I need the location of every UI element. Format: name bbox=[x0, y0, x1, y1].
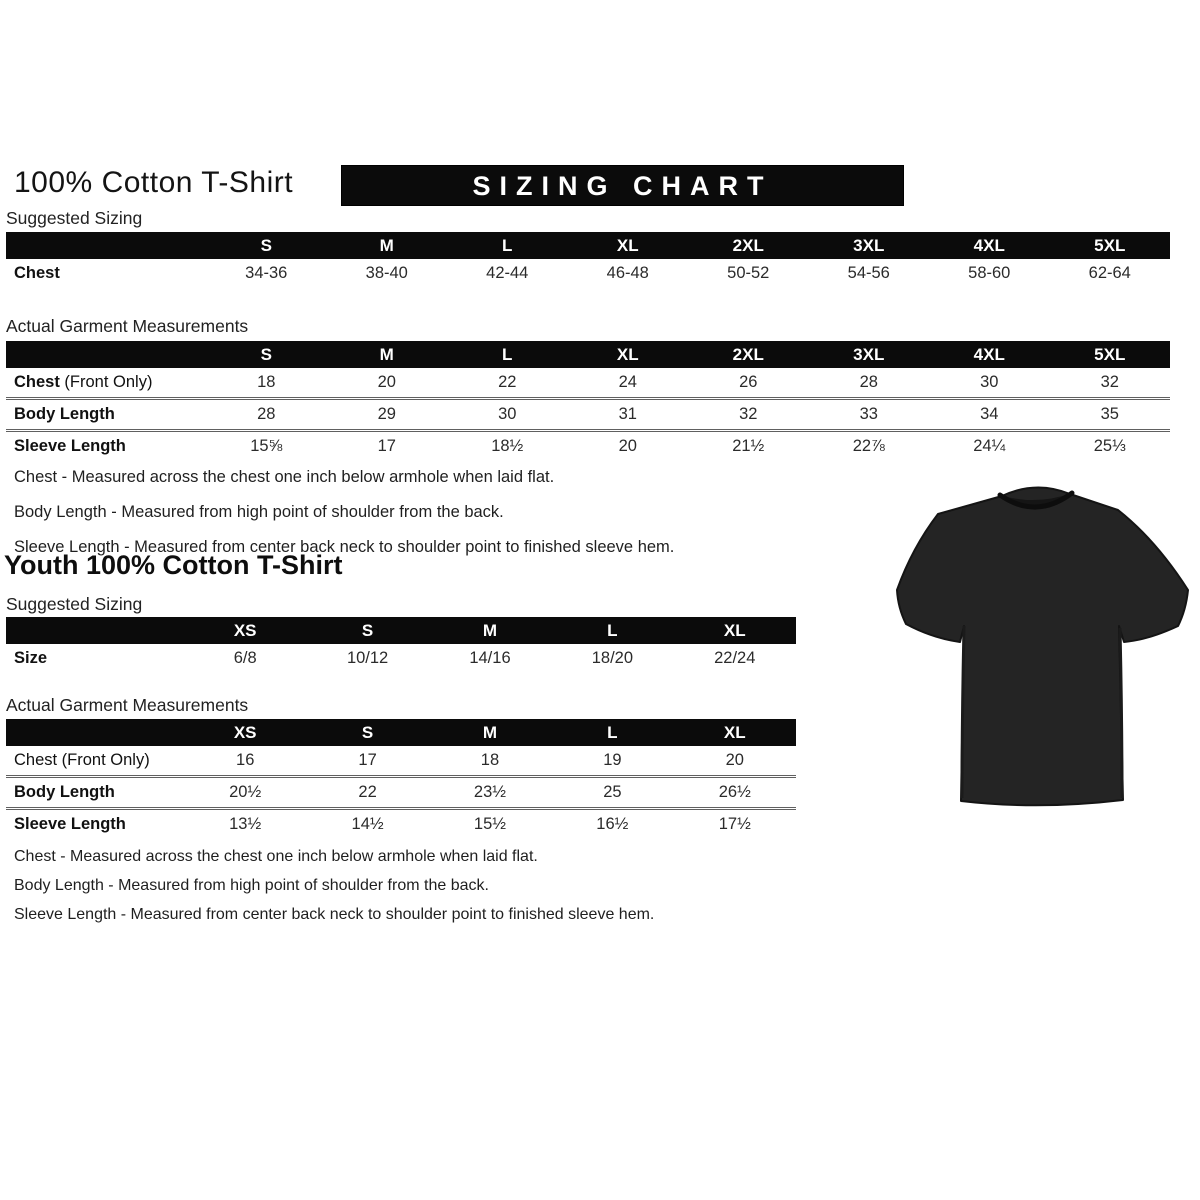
measurement-cell: 30 bbox=[447, 399, 568, 431]
measurement-cell: 24¼ bbox=[929, 431, 1050, 462]
chest-range-cell: 34-36 bbox=[245, 264, 288, 282]
measurement-cell: 16 bbox=[236, 751, 255, 769]
table-row bbox=[6, 644, 796, 673]
chest-range-cell: 58-60 bbox=[968, 264, 1011, 282]
size-col-header: 5XL bbox=[1050, 232, 1171, 259]
measurement-cell: 20 bbox=[568, 431, 689, 462]
size-col-header: L bbox=[551, 617, 673, 644]
size-col-header: S bbox=[206, 232, 327, 259]
measurement-cell: 13½ bbox=[184, 809, 306, 840]
size-col-header: M bbox=[429, 719, 551, 746]
size-col-header: S bbox=[306, 719, 428, 746]
chest-range-cell: 50-52 bbox=[727, 264, 770, 282]
chest-range-cell: 42-44 bbox=[486, 264, 529, 282]
measurement-cell: 25⅓ bbox=[1050, 431, 1171, 462]
adult-measurements-label: Actual Garment Measurements bbox=[6, 316, 249, 336]
measurement-cell: 18 bbox=[257, 373, 276, 391]
measurement-cell: 20 bbox=[725, 751, 744, 769]
size-col-header: 3XL bbox=[809, 341, 930, 368]
table-row bbox=[6, 777, 796, 809]
table-header-row bbox=[6, 341, 1170, 368]
row-label-body-length: Body Length bbox=[6, 777, 184, 809]
measurement-cell: 14½ bbox=[306, 809, 428, 840]
measurement-cell: 22 bbox=[498, 373, 517, 391]
measurement-cell: 20 bbox=[377, 373, 396, 391]
size-col-header: L bbox=[447, 341, 568, 368]
size-col-header: XL bbox=[674, 617, 796, 644]
size-col-header: M bbox=[327, 341, 448, 368]
row-label-size: Size bbox=[14, 649, 48, 667]
chest-range-cell: 46-48 bbox=[606, 264, 649, 282]
sizing-chart-banner: SIZING CHART bbox=[341, 165, 904, 206]
table-row bbox=[6, 431, 1170, 462]
size-range-cell: 18/20 bbox=[591, 649, 634, 667]
size-col-header: M bbox=[327, 232, 448, 259]
table-header-row bbox=[6, 617, 796, 644]
size-col-header: 5XL bbox=[1050, 341, 1171, 368]
measurement-cell: 32 bbox=[1100, 373, 1119, 391]
size-col-header: 2XL bbox=[688, 341, 809, 368]
measurement-cell: 15⅝ bbox=[206, 431, 327, 462]
chest-range-cell: 62-64 bbox=[1088, 264, 1131, 282]
measurement-cell: 17½ bbox=[674, 809, 796, 840]
youth-measurements-table bbox=[6, 719, 796, 839]
size-col-header: 4XL bbox=[929, 232, 1050, 259]
measurement-cell: 26 bbox=[739, 373, 758, 391]
measurement-cell: 35 bbox=[1050, 399, 1171, 431]
measurement-cell: 26½ bbox=[674, 777, 796, 809]
size-range-cell: 6/8 bbox=[233, 649, 257, 667]
note-body-length: Body Length - Measured from high point of shoulder from the back. bbox=[14, 877, 489, 894]
note-chest: Chest - Measured across the chest one inch below armhole when laid flat. bbox=[14, 848, 538, 865]
measurement-cell: 32 bbox=[688, 399, 809, 431]
row-label-chest: Chest bbox=[14, 264, 60, 282]
youth-suggested-sizing-table bbox=[6, 617, 796, 673]
size-range-cell: 14/16 bbox=[469, 649, 511, 667]
measurement-cell: 19 bbox=[603, 751, 622, 769]
youth-suggested-sizing-label: Suggested Sizing bbox=[6, 594, 143, 614]
measurement-cell: 16½ bbox=[551, 809, 673, 840]
note-sleeve-length: Sleeve Length - Measured from center back neck to shoulder point to finished sleeve hem. bbox=[14, 538, 675, 556]
size-range-cell: 10/12 bbox=[346, 649, 389, 667]
measurement-cell: 28 bbox=[206, 399, 327, 431]
black-tshirt-icon bbox=[890, 468, 1200, 816]
youth-measurement-notes bbox=[14, 842, 654, 929]
table-row bbox=[6, 746, 796, 777]
measurement-cell: 17 bbox=[358, 751, 377, 769]
size-col-header: XL bbox=[674, 719, 796, 746]
measurement-cell: 15½ bbox=[429, 809, 551, 840]
row-label-sleeve-length: Sleeve Length bbox=[6, 431, 206, 462]
note-sleeve-length: Sleeve Length - Measured from center back neck to shoulder point to finished sleeve hem. bbox=[14, 906, 655, 923]
corner-cell bbox=[6, 719, 184, 746]
corner-cell bbox=[6, 341, 206, 368]
measurement-cell: 21½ bbox=[688, 431, 809, 462]
youth-section-title: Youth 100% Cotton T-Shirt bbox=[4, 550, 343, 580]
adult-suggested-sizing-label: Suggested Sizing bbox=[6, 208, 143, 228]
measurement-cell: 25 bbox=[551, 777, 673, 809]
corner-cell bbox=[6, 617, 184, 644]
row-label-chest bbox=[6, 368, 206, 399]
size-col-header: 3XL bbox=[809, 232, 930, 259]
table-header-row bbox=[6, 232, 1170, 259]
adult-suggested-sizing-table bbox=[6, 232, 1170, 288]
size-col-header: XS bbox=[184, 719, 306, 746]
table-row bbox=[6, 368, 1170, 399]
table-row bbox=[6, 399, 1170, 431]
size-col-header: XL bbox=[568, 232, 689, 259]
measurement-cell: 23½ bbox=[429, 777, 551, 809]
measurement-cell: 18 bbox=[480, 751, 500, 769]
size-col-header: S bbox=[206, 341, 327, 368]
note-chest: Chest - Measured across the chest one inch below armhole when laid flat. bbox=[14, 468, 555, 486]
corner-cell bbox=[6, 232, 206, 259]
size-col-header: XS bbox=[184, 617, 306, 644]
row-label-text: Chest bbox=[14, 373, 60, 391]
table-row bbox=[6, 809, 796, 840]
measurement-cell: 22 bbox=[306, 777, 428, 809]
size-col-header: L bbox=[551, 719, 673, 746]
measurement-cell: 18½ bbox=[447, 431, 568, 462]
table-header-row bbox=[6, 719, 796, 746]
chest-range-cell: 54-56 bbox=[847, 264, 890, 282]
measurement-cell: 34 bbox=[929, 399, 1050, 431]
adult-measurements-table bbox=[6, 341, 1170, 461]
table-row bbox=[6, 259, 1170, 288]
measurement-cell: 22⅞ bbox=[809, 431, 930, 462]
size-range-cell: 22/24 bbox=[714, 649, 756, 667]
size-col-header: S bbox=[306, 617, 428, 644]
note-body-length: Body Length - Measured from high point of shoulder from the back. bbox=[14, 503, 504, 521]
measurement-cell: 20½ bbox=[184, 777, 306, 809]
row-label-suffix: (Front Only) bbox=[59, 373, 153, 391]
row-label-chest: Chest (Front Only) bbox=[14, 751, 150, 769]
measurement-cell: 31 bbox=[568, 399, 689, 431]
size-col-header: 4XL bbox=[929, 341, 1050, 368]
row-label-sleeve-length: Sleeve Length bbox=[6, 809, 184, 840]
chest-range-cell: 38-40 bbox=[365, 264, 408, 282]
size-col-header: L bbox=[447, 232, 568, 259]
tshirt-image bbox=[890, 468, 1200, 816]
youth-measurements-label: Actual Garment Measurements bbox=[6, 695, 249, 715]
size-col-header: XL bbox=[568, 341, 689, 368]
measurement-cell: 17 bbox=[327, 431, 448, 462]
row-label-body-length: Body Length bbox=[6, 399, 206, 431]
measurement-cell: 24 bbox=[618, 373, 637, 391]
page-title: 100% Cotton T-Shirt bbox=[14, 166, 294, 199]
measurement-cell: 33 bbox=[809, 399, 930, 431]
measurement-cell: 30 bbox=[980, 373, 999, 391]
size-col-header: 2XL bbox=[688, 232, 809, 259]
size-col-header: M bbox=[429, 617, 551, 644]
measurement-cell: 29 bbox=[327, 399, 448, 431]
measurement-cell: 28 bbox=[859, 373, 878, 391]
